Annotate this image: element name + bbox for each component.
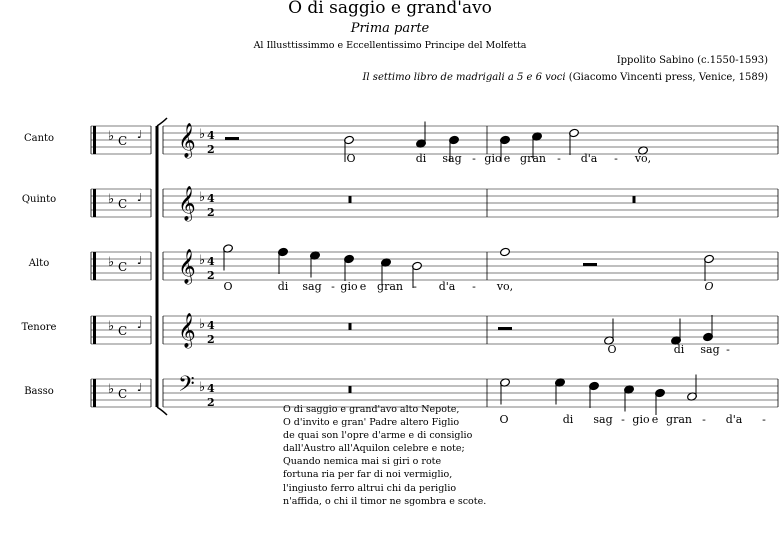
lyric-syllable: sag — [700, 343, 720, 356]
lyric-syllable: gran — [666, 413, 692, 426]
flat-icon: ♭ — [108, 192, 115, 207]
poem-line: fortuna ria per far di noi vermiglio, — [283, 469, 453, 481]
time-signature-top: 4 — [207, 129, 215, 142]
flat-icon: ♭ — [199, 380, 206, 395]
lyric-syllable: di — [562, 413, 574, 426]
time-signature-c-icon: C — [118, 387, 128, 401]
time-signature-top: 4 — [207, 382, 215, 395]
bass-clef-icon: 𝄢 — [178, 372, 195, 402]
time-signature-c-icon: C — [118, 324, 128, 338]
instrument-name-quinto: Quinto — [21, 194, 57, 205]
lyric-syllable: O — [346, 152, 356, 165]
rest-icon — [225, 137, 239, 140]
flat-icon: ♭ — [108, 129, 115, 144]
rest-icon — [349, 386, 352, 393]
time-signature-bottom: 2 — [207, 269, 215, 282]
lyric-syllable: d'a — [438, 280, 456, 293]
c-clef-icon — [93, 126, 96, 154]
source-title: Il settimo libro de madrigali a 5 e 6 voci — [362, 72, 566, 83]
lyric-syllable: - — [331, 280, 335, 293]
c-clef-icon — [93, 316, 96, 344]
instrument-name-tenore: Tenore — [21, 322, 57, 333]
lyric-syllable: gio — [340, 280, 358, 293]
lyric-syllable: di — [673, 343, 685, 356]
flat-icon: ♭ — [108, 255, 115, 270]
c-clef-icon — [93, 379, 96, 407]
note-icon: ♩ — [137, 381, 143, 394]
poem-line: de quai son l'opre d'arme e di consiglio — [283, 430, 473, 442]
poem-line: n'affida, o chi il timor ne sgombra e scote. — [283, 495, 487, 507]
instrument-name-basso: Basso — [24, 386, 54, 397]
lyric-syllable: e — [651, 413, 659, 426]
lyric-syllable: d'a — [725, 413, 743, 426]
lyric-syllable: - — [614, 152, 618, 165]
instrument-name-alto: Alto — [28, 258, 50, 269]
lyric-syllable: vo, — [634, 152, 652, 165]
lyric-syllable: di — [415, 152, 427, 165]
dedication: Al Illusttissimmo e Eccellentissimo Principe del Molfetta — [253, 40, 527, 51]
composer: Ippolito Sabino (c.1550-1593) — [616, 55, 768, 66]
rest-icon — [498, 327, 512, 330]
time-signature-top: 4 — [207, 319, 215, 332]
rest-icon — [349, 196, 352, 203]
flat-icon: ♭ — [199, 127, 206, 142]
source-publisher: (Giacomo Vincenti press, Venice, 1589) — [565, 72, 768, 83]
lyric-syllable: O — [704, 280, 714, 293]
treble-clef-icon: 𝄞 — [178, 123, 196, 158]
flat-icon: ♭ — [199, 317, 206, 332]
lyric-syllable: - — [762, 413, 766, 426]
time-signature-top: 4 — [207, 192, 215, 205]
time-signature-c-icon: C — [118, 197, 128, 211]
lyric-syllable: vo, — [496, 280, 514, 293]
lyric-syllable: O — [607, 343, 617, 356]
time-signature-bottom: 2 — [207, 396, 215, 409]
time-signature-c-icon: C — [118, 134, 128, 148]
lyric-syllable: - — [702, 413, 706, 426]
lyric-syllable: sag — [302, 280, 322, 293]
rest-icon — [583, 263, 597, 266]
note-icon: ♩ — [137, 318, 143, 331]
lyric-syllable: gran — [520, 152, 546, 165]
lyric-syllable: di — [277, 280, 289, 293]
poem-line: O di saggio e grand'avo alto Nepote, — [283, 404, 460, 415]
poem-line: Quando nemica mai si giri o rote — [283, 456, 442, 468]
poem-line: dall'Austro all'Aquilon celebre e note; — [283, 443, 465, 455]
note-icon: ♩ — [137, 128, 143, 141]
lyric-syllable: - — [557, 152, 561, 165]
time-signature-bottom: 2 — [207, 333, 215, 346]
treble-clef-icon: 𝄞 — [178, 186, 196, 221]
page-title: O di saggio e grand'avo — [288, 0, 492, 18]
lyric-syllable: O — [499, 413, 509, 426]
time-signature-c-icon: C — [118, 260, 128, 274]
lyric-syllable: O — [223, 280, 233, 293]
poem-text — [283, 403, 486, 508]
lyric-syllable: gio — [484, 152, 502, 165]
lyric-syllable: - — [472, 280, 476, 293]
instrument-name-canto: Canto — [23, 133, 55, 144]
lyric-syllable: e — [503, 152, 511, 165]
poem-line: O d'invito e gran' Padre altero Figlio — [283, 417, 460, 429]
rest-icon — [349, 323, 352, 330]
flat-icon: ♭ — [199, 253, 206, 268]
lyric-syllable: gran — [377, 280, 403, 293]
c-clef-icon — [93, 252, 96, 280]
poem-line: l'ingiusto ferro altrui chi da periglio — [283, 482, 457, 494]
note-icon: ♩ — [137, 254, 143, 267]
flat-icon: ♭ — [108, 382, 115, 397]
lyric-syllable: - — [472, 152, 476, 165]
note-head-icon — [500, 247, 511, 256]
lyric-syllable: - — [413, 280, 417, 293]
treble-clef-icon: 𝄞 — [178, 313, 196, 348]
flat-icon: ♭ — [108, 319, 115, 334]
lyric-syllable: - — [726, 343, 730, 356]
flat-icon: ♭ — [199, 190, 206, 205]
lyric-syllable: gio — [632, 413, 650, 426]
lyric-syllable: - — [621, 413, 625, 426]
c-clef-icon — [93, 189, 96, 217]
lyric-syllable: e — [359, 280, 367, 293]
bracket-hook — [157, 407, 167, 415]
rest-icon — [633, 196, 636, 203]
bracket-hook — [157, 118, 167, 126]
time-signature-bottom: 2 — [207, 206, 215, 219]
time-signature-top: 4 — [207, 255, 215, 268]
lyric-syllable: d'a — [580, 152, 598, 165]
treble-clef-icon: 𝄞 — [178, 249, 196, 284]
time-signature-bottom: 2 — [207, 143, 215, 156]
lyric-syllable: sag — [442, 152, 462, 165]
subtitle: Prima parte — [350, 21, 430, 36]
note-icon: ♩ — [137, 191, 143, 204]
lyric-syllable: sag — [593, 413, 613, 426]
